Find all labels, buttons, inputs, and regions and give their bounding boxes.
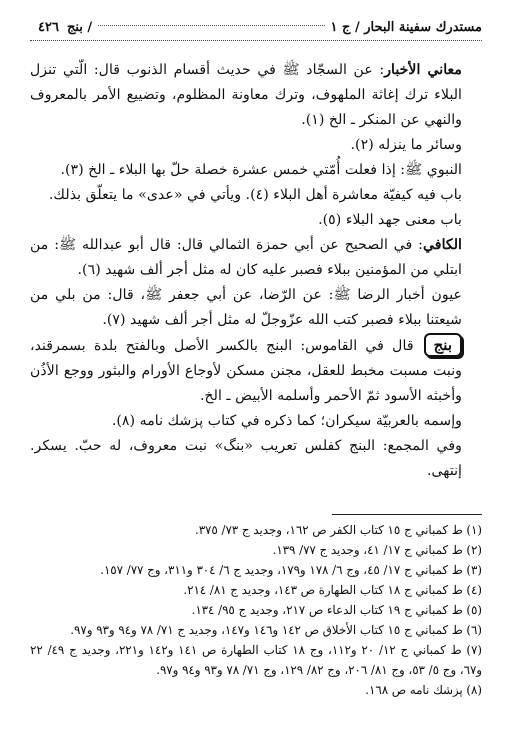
- footnotes: [30, 520, 482, 700]
- footnote-6: (٦) ط كمباني ج ١٥ كتاب الأخلاق ص ١٤٢ و١٤٦ و١٤٧، وجديد ج ٧١/ ٧٨ و٩٤ و٩٣ و٩٧.: [70, 623, 482, 637]
- kafi-paragraph: [30, 233, 482, 283]
- sair-line: وسائر ما ينزله (٢).: [350, 137, 462, 153]
- bab-muashara-line: باب فيه كيفيّة معاشرة أهل البلاء (٤). ويأتي في «عدى» ما يتعلّق بذلك.: [48, 187, 462, 203]
- maani-paragraph: [30, 58, 482, 133]
- maani-text: : عن السجّاد ﷺ في حديث أقسام الذنوب قال: الّتي تنزل البلاء ترك إغاثة الملهوف، وترك معاونة المظلوم، وتضييع الأمر بالمعروف والنهي عن المنكر ـ الخ (١).: [30, 62, 462, 128]
- kafi-source-label: الكافي: [422, 237, 462, 253]
- running-header: [30, 14, 482, 41]
- footnote-5: (٥) ط كمباني ج ١٩ كتاب الدعاء ص ٢١٧، وجديد ج ٩٥/ ١٣٤.: [191, 603, 482, 617]
- ism-line: وإسمه بالعربيّة سيكران؛ كما ذكره في كتاب پزشك نامه (٨).: [111, 413, 462, 429]
- footnote-7: (٧) ط كمباني ج ١٢/ ٢٠ و١١٢، وج ١٨ كتاب الطهارة ص ١٤١ و١٤٢ و٢٢١، وجديد ج ٤٩/ ٢٢ و٦٧، وج ٥/ ٥٣، وج ٨١/ ٢٠٦، وج ٨٢/ ١٢٩، وج ٧١/ ٧٨ و٩٣ و٩٤ و٩٧.: [30, 643, 482, 677]
- bab-jahd-line: باب معنى جهد البلاء (٥).: [318, 212, 462, 228]
- section-word: / بنج: [66, 19, 93, 35]
- footnote-2: (٢) ط كمباني ج ١٧/ ٤١، وجديد ج ٧٧/ ١٣٩.: [272, 543, 482, 557]
- header-dotted-leader: [98, 25, 324, 26]
- majma-line: وفي المجمع: البنج كفلس تعريب «بنگ» نبت معروف، له حبّ. يسكر. إنتهى.: [30, 438, 462, 479]
- nabawi-line: النبوي ﷺ: إذا فعلت أُمّتي خمس عشرة خصلة حلّ بها البلاء ـ الخ (٣).: [60, 162, 462, 178]
- banj-entry: [30, 333, 482, 409]
- page-number: ٤٢٦: [38, 19, 59, 35]
- footnote-1: (١) ط كمباني ج ١٥ كتاب الكفر ص ١٦٢، وجديد ج ٧٣/ ٣٧٥.: [194, 523, 482, 537]
- main-text: [30, 58, 482, 484]
- banj-text: قال في القاموس: البنج بالكسر الأصل وبالفتح بلدة بسمرقند، ونبت مسبت مخبط للعقل، مجنن مسكن لأوجاع الأورام والبثور ووجع الأذُن وأخبثه الأسود ثمّ الأحمر وأسلمه الأبيض ـ الخ.: [30, 338, 462, 404]
- footnote-3: (٣) ط كمباني ج ١٧/ ٤٥، وج ٦/ ١٧٨ و١٧٩، وجديد ج ٦/ ٣٠٤ و٣١١، وج ٧٧/ ١٥٧.: [100, 563, 482, 577]
- entry-headword-box: بنج: [424, 333, 462, 357]
- kafi-text: : في الصحيح عن أبي حمزة الثمالي قال: قال أبو عبدالله ﷺ: من ابتلي من المؤمنين ببلاء فصبر عليه كان له مثل أجر ألف شهيد (٦).: [30, 237, 462, 278]
- footnote-8: (٨) پزشك نامه ص ١٦٨.: [365, 683, 482, 697]
- uyun-paragraph: عيون أخبار الرضا ﷺ: عن الرّضا، عن أبي جعفر ﷺ، قال: من بلي من شيعتنا ببلاء فصبر كتب الله عزّوجلّ له مثل أجر ألف شهيد (٧).: [30, 287, 462, 328]
- footnote-4: (٤) ط كمباني ج ١٨ كتاب الطهارة ص ١٤٣، وجديد ج ٨١/ ٢١٤.: [183, 583, 482, 597]
- book-title: مستدرك سفينة البحار / ج ١: [330, 19, 482, 35]
- maani-source-label: معاني الأخبار: [384, 62, 462, 78]
- footnote-rule: [332, 514, 482, 515]
